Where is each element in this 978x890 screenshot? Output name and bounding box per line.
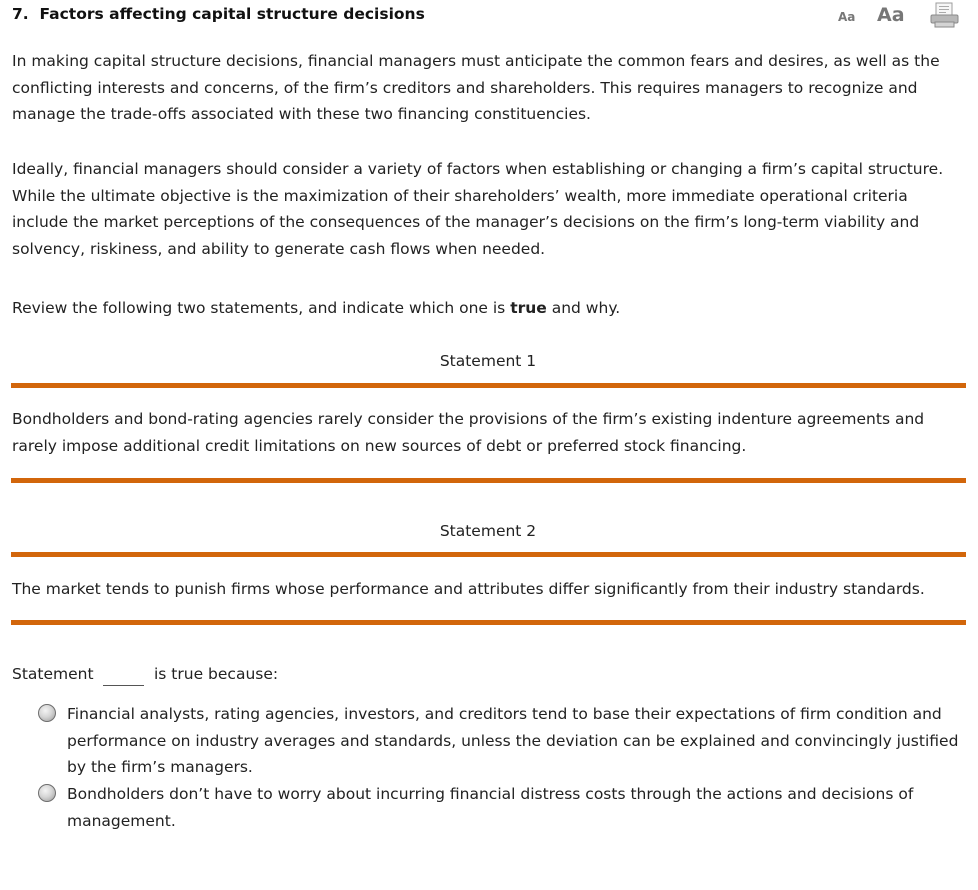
instruction-text <box>12 295 964 322</box>
text-size-toolbar <box>838 4 968 28</box>
decrease-font-button[interactable]: Aa <box>838 10 856 24</box>
intro-paragraph-1: In making capital structure decisions, financial managers must anticipate the common fears and desires, as well as the conflicting interests and concerns, of the firm’s creditors and shareholders. This requires managers to recognize and manage the trade-offs associated with these two financing constituencies. <box>12 52 940 123</box>
statement-2-label: Statement 2 <box>439 522 537 540</box>
statement-2-top-divider <box>11 552 966 557</box>
radio-button[interactable] <box>38 784 56 802</box>
statement-2-bottom-divider <box>11 620 966 625</box>
answer-option-2-text: Bondholders don’t have to worry about incurring financial distress costs through the actions and decisions of management. <box>67 785 914 830</box>
statement-1-text: Bondholders and bond-rating agencies rarely consider the provisions of the firm’s existing indenture agreements and rarely impose additional credit limitations on new sources of debt or preferred stock financing. <box>12 410 925 455</box>
answer-option-1-text: Financial analysts, rating agencies, investors, and creditors tend to base their expectations of firm condition and performance on industry averages and standards, unless the deviation can be explained and convincingly justified by the firm’s managers. <box>67 705 959 776</box>
print-icon-graphic <box>930 2 960 28</box>
intro-paragraph-2: Ideally, financial managers should consider a variety of factors when establishing or changing a firm’s capital structure. While the ultimate objective is the maximization of their shareholders’ wealth, more immediate operational criteria include the market perceptions of the consequences of the manager’s decisions on the firm’s long-term viability and solvency, riskiness, and ability to generate cash flows when needed. <box>12 160 944 258</box>
statement-1-label: Statement 1 <box>439 352 537 370</box>
statement-1-bottom-divider <box>11 478 966 483</box>
statement-answer-blank[interactable] <box>103 685 144 686</box>
question-number: 7. <box>12 5 29 23</box>
question-header <box>12 4 968 28</box>
question-title-text: Factors affecting capital structure decisions <box>39 5 425 23</box>
radio-button[interactable] <box>38 704 56 722</box>
question-title <box>12 5 425 23</box>
instruction-before: Review the following two statements, and indicate which one is <box>12 299 511 317</box>
statement-1-top-divider <box>11 383 966 388</box>
increase-font-button[interactable]: Aa <box>877 4 905 26</box>
answer-suffix: is true because: <box>154 665 279 683</box>
instruction-after: and why. <box>546 299 621 317</box>
instruction-emphasis: true <box>510 299 547 317</box>
print-icon[interactable] <box>930 2 960 28</box>
statement-2-text: The market tends to punish firms whose performance and attributes differ significantly from their industry standards. <box>12 580 925 598</box>
answer-prefix: Statement <box>12 665 94 683</box>
